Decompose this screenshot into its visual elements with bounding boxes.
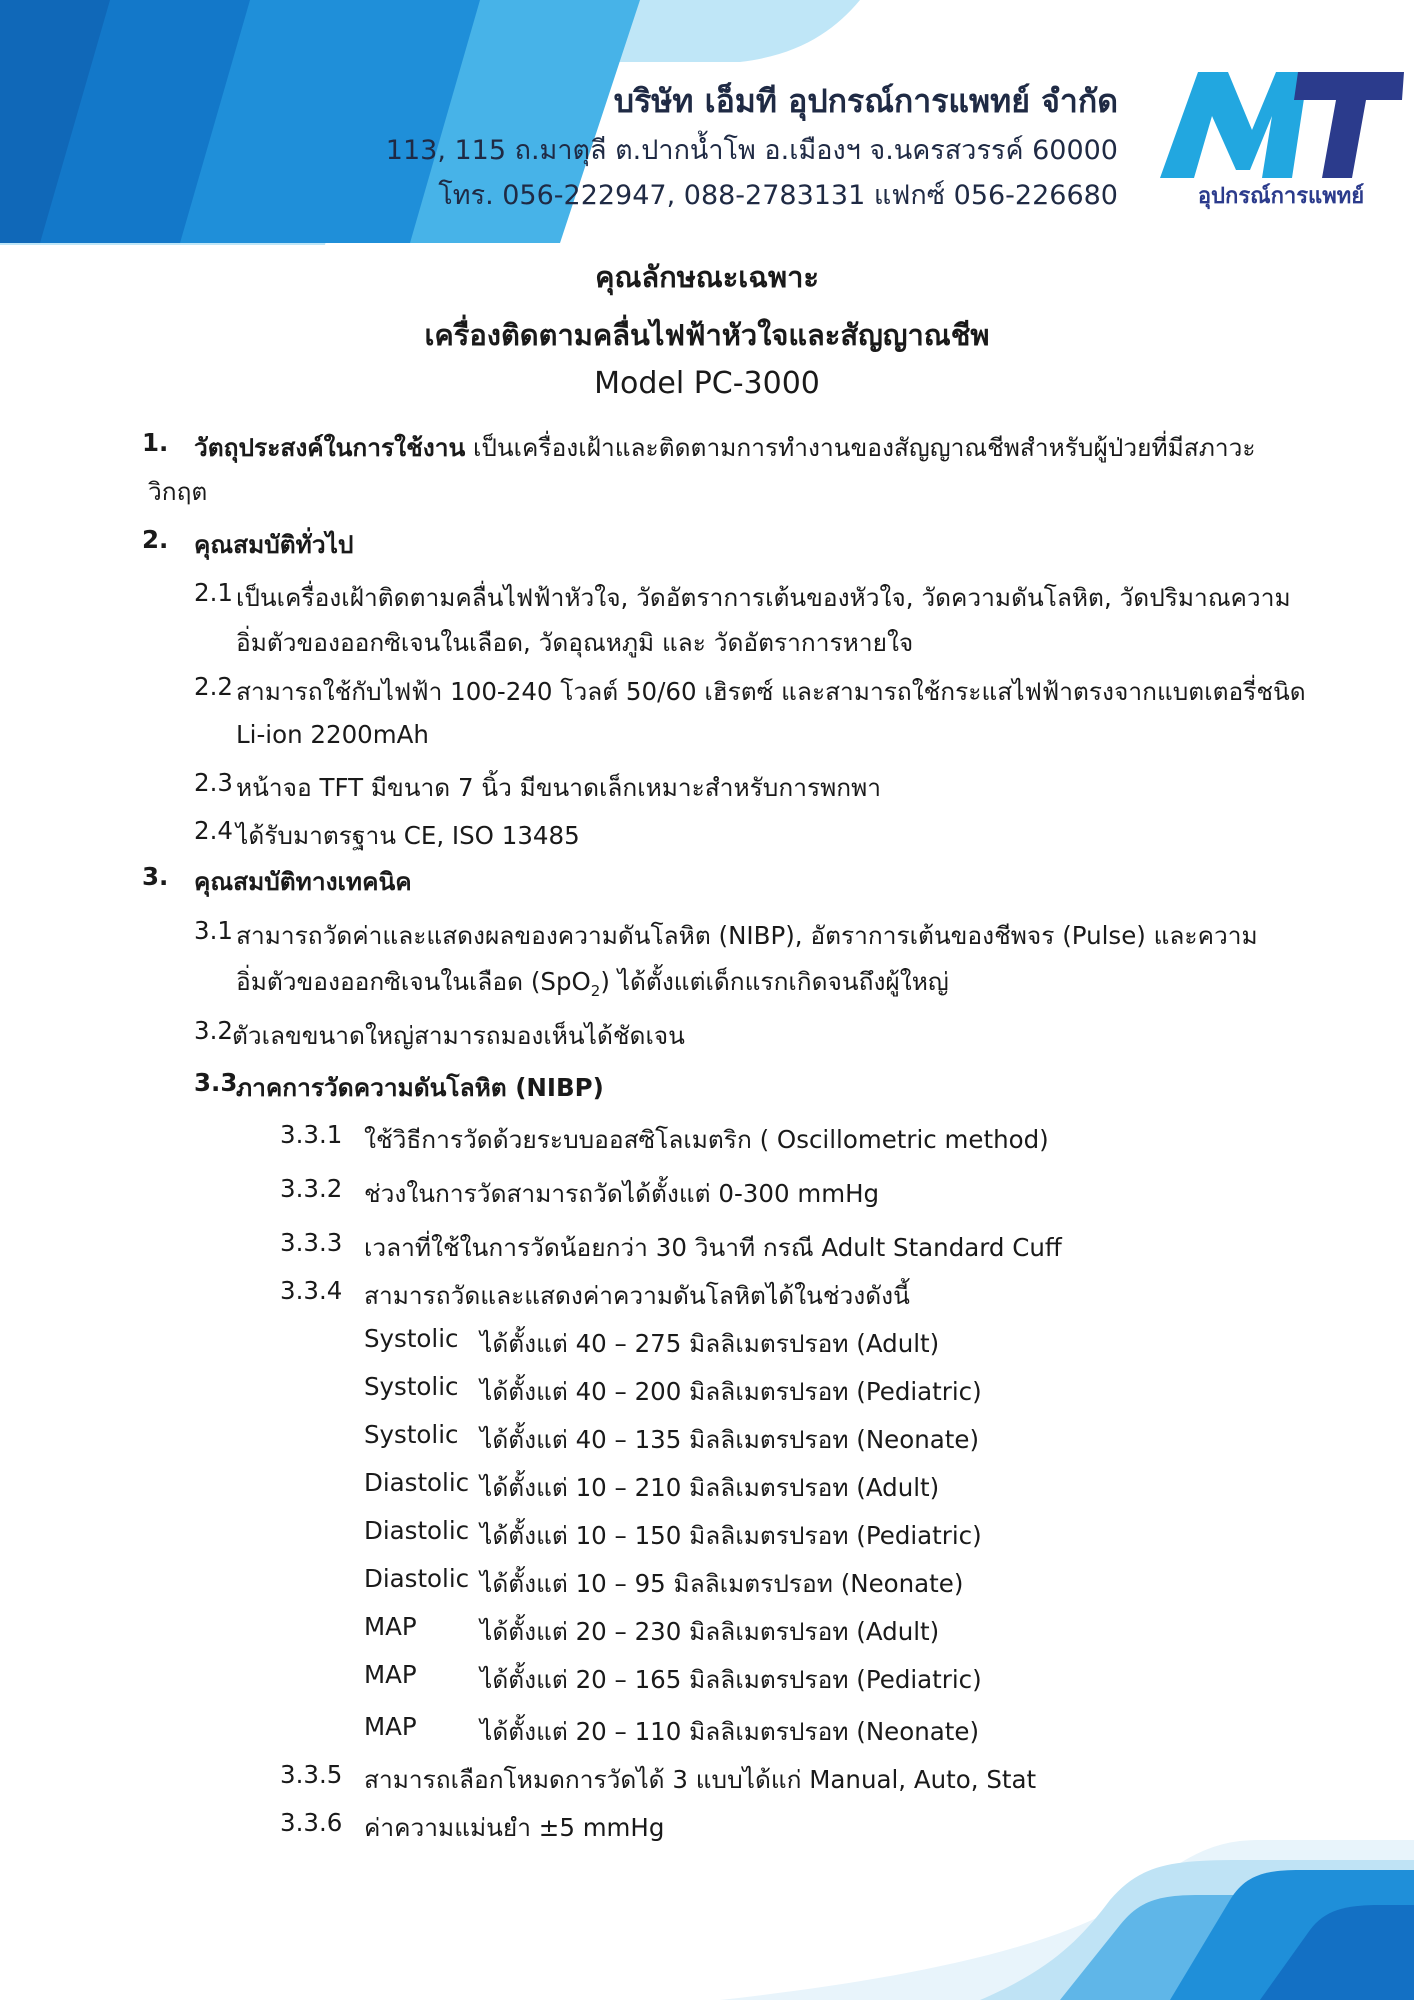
subitem-text: เวลาที่ใช้ในการวัดน้อยกว่า 30 วินาที กรณี Adult Standard Cuff (364, 1233, 1062, 1262)
subitem-number: 3.3.1 (280, 1120, 343, 1149)
item-number: 3.3 (194, 1068, 238, 1097)
model-name: Model PC-3000 (594, 366, 820, 401)
range-label: Systolic (364, 1372, 459, 1401)
section-heading: วัตถุประสงค์ในการใช้งาน (194, 433, 466, 462)
document-title: คุณลักษณะเฉพาะ (595, 260, 819, 294)
item-number: 2.4 (194, 816, 233, 845)
item-text: อิ่มตัวของออกซิเจนในเลือด, วัดอุณหภูมิ และ วัดอัตราการหายใจ (236, 628, 914, 657)
subscript: 2 (590, 981, 601, 1000)
range-label: Diastolic (364, 1468, 470, 1497)
section-1-line (194, 428, 1256, 467)
section-heading: คุณสมบัติทั่วไป (194, 530, 354, 559)
device-name: เครื่องติดตามคลื่นไฟฟ้าหัวใจและสัญญาณชีพ (424, 318, 990, 352)
range-text: ได้ตั้งแต่ 20 – 230 มิลลิเมตรปรอท (Adult) (480, 1617, 940, 1646)
range-text: ได้ตั้งแต่ 10 – 95 มิลลิเมตรปรอท (Neonate) (480, 1569, 964, 1598)
item-text: ตัวเลขขนาดใหญ่สามารถมองเห็นได้ชัดเจน (232, 1021, 685, 1050)
item-text-part: ) ได้ตั้งแต่เด็กแรกเกิดจนถึงผู้ใหญ่ (600, 967, 949, 996)
logo-subtitle: อุปกรณ์การแพทย์ (1197, 184, 1365, 209)
subitem-number: 3.3.3 (280, 1228, 343, 1257)
item-text: Li-ion 2200mAh (236, 720, 429, 749)
item-text (236, 962, 949, 1001)
section-number: 1. (142, 428, 169, 457)
subitem-text: ใช้วิธีการวัดด้วยระบบออสซิโลเมตริก ( Oscillometric method) (364, 1125, 1049, 1154)
item-text: เป็นเครื่องเฝ้าติดตามคลื่นไฟฟ้าหัวใจ, วัดอัตราการเต้นของหัวใจ, วัดความดันโลหิต, วัดปริมาณความ (236, 583, 1291, 612)
item-text: สามารถวัดค่าและแสดงผลของความดันโลหิต (NIBP), อัตราการเต้นของชีพจร (Pulse) และความ (236, 921, 1258, 950)
range-text: ได้ตั้งแต่ 10 – 210 มิลลิเมตรปรอท (Adult) (480, 1473, 940, 1502)
company-address: 113, 115 ถ.มาตุลี ต.ปากน้ำโพ อ.เมืองฯ จ.นครสวรรค์ 60000 (385, 135, 1118, 166)
section-text-continued: วิกฤต (148, 477, 208, 506)
range-label: MAP (364, 1660, 417, 1689)
subitem-text: สามารถเลือกโหมดการวัดได้ 3 แบบได้แก่ Manual, Auto, Stat (364, 1765, 1037, 1794)
range-label: Systolic (364, 1420, 459, 1449)
range-text: ได้ตั้งแต่ 40 – 135 มิลลิเมตรปรอท (Neonate) (480, 1425, 980, 1454)
section-number: 2. (142, 525, 169, 554)
item-text: ได้รับมาตรฐาน CE, ISO 13485 (236, 821, 580, 850)
item-text: สามารถใช้กับไฟฟ้า 100-240 โวลต์ 50/60 เฮิรตซ์ และสามารถใช้กระแสไฟฟ้าตรงจากแบตเตอรี่ชนิด (236, 677, 1306, 706)
range-text: ได้ตั้งแต่ 40 – 200 มิลลิเมตรปรอท (Pediatric) (480, 1377, 982, 1406)
subitem-number: 3.3.6 (280, 1808, 343, 1837)
range-text: ได้ตั้งแต่ 40 – 275 มิลลิเมตรปรอท (Adult) (480, 1329, 940, 1358)
range-text: ได้ตั้งแต่ 20 – 110 มิลลิเมตรปรอท (Neonate) (480, 1717, 980, 1746)
subitem-number: 3.3.2 (280, 1174, 343, 1203)
subitem-text: ช่วงในการวัดสามารถวัดได้ตั้งแต่ 0-300 mmHg (364, 1179, 880, 1208)
range-text: ได้ตั้งแต่ 10 – 150 มิลลิเมตรปรอท (Pediatric) (480, 1521, 982, 1550)
subsection-heading: ภาคการวัดความดันโลหิต (NIBP) (236, 1073, 604, 1102)
range-label: MAP (364, 1712, 417, 1741)
company-contact: โทร. 056-222947, 088-2783131 แฟกซ์ 056-226680 (438, 180, 1118, 211)
range-label: Diastolic (364, 1564, 470, 1593)
range-label: Diastolic (364, 1516, 470, 1545)
company-name: บริษัท เอ็มที อุปกรณ์การแพทย์ จำกัด (613, 82, 1118, 120)
section-heading: คุณสมบัติทางเทคนิค (194, 867, 412, 896)
item-number: 2.3 (194, 768, 233, 797)
item-number: 3.1 (194, 916, 233, 945)
section-number: 3. (142, 862, 169, 891)
section-text: เป็นเครื่องเฝ้าและติดตามการทำงานของสัญญาณชีพสำหรับผู้ป่วยที่มีสภาวะ (465, 433, 1256, 462)
item-number: 2.1 (194, 578, 233, 607)
item-text: หน้าจอ TFT มีขนาด 7 นิ้ว มีขนาดเล็กเหมาะสำหรับการพกพา (236, 773, 882, 802)
item-number: 2.2 (194, 672, 233, 701)
subitem-number: 3.3.5 (280, 1760, 343, 1789)
item-number: 3.2 (194, 1016, 233, 1045)
footer-wave-graphic (0, 1830, 1414, 2000)
subitem-text: สามารถวัดและแสดงค่าความดันโลหิตได้ในช่วงดังนี้ (364, 1281, 910, 1310)
item-text-part: อิ่มตัวของออกซิเจนในเลือด (SpO (236, 967, 591, 996)
range-label: MAP (364, 1612, 417, 1641)
subitem-text: ค่าความแม่นยำ ±5 mmHg (364, 1813, 665, 1842)
range-text: ได้ตั้งแต่ 20 – 165 มิลลิเมตรปรอท (Pediatric) (480, 1665, 982, 1694)
range-label: Systolic (364, 1324, 459, 1353)
subitem-number: 3.3.4 (280, 1276, 343, 1305)
